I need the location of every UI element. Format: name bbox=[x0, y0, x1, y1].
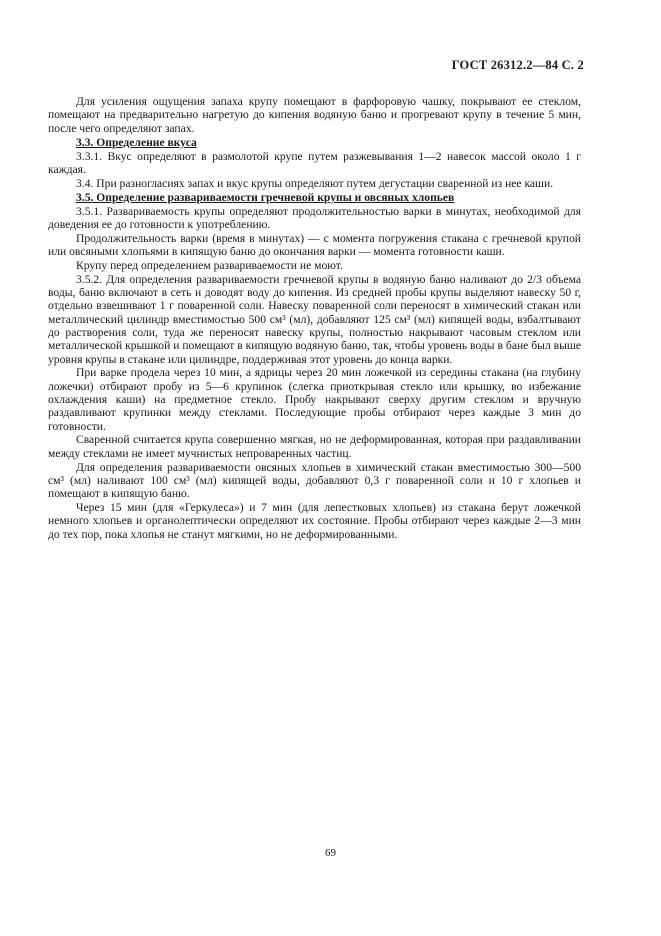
document-body bbox=[48, 95, 581, 541]
paragraph-sampling: При варке продела через 10 мин, а ядрицы через 20 мин ложечкой из середины стакана (на глубину ложечки) отбирают пробу из 5—6 крупинок (слегка приоткрывая стекло или крышку, во избежание охлаждения каши) на предметное стекло. Пробу накрывают сверху другим стеклом и вручную раздавливают крупинки между стеклами. Последующие пробы отбирают через каждые 3 мин до готовности. bbox=[48, 366, 581, 433]
heading-text: 3.3. Определение вкуса bbox=[76, 135, 197, 149]
paragraph-3-5-1: 3.5.1. Развариваемость крупы определяют продолжительностью варки в минутах, необходимой для доведения ее до готовности к употреблению. bbox=[48, 204, 581, 232]
paragraph-oat-timing: Через 15 мин (для «Геркулеса») и 7 мин (для лепестковых хлопьев) из стакана берут ложечкой немного хлопьев и органолептически определяют их состояние. Пробы отбирают через каждые 2—3 мин до тех пор, пока хлопья не станут мягкими, но не деформированными. bbox=[48, 500, 581, 541]
paragraph-cooking-duration: Продолжительность варки (время в минутах) — с момента погружения стакана с гречневой крупой или овсяными хлопьями в кипящую баню до окончания варки — момента готовности каши. bbox=[48, 231, 581, 259]
section-heading-cooking bbox=[48, 191, 581, 204]
paragraph-cooked-definition: Сваренной считается крупа совершенно мягкая, но не деформированная, которая при раздавливании между стеклами не имеет мучнистых непроваренных частиц. bbox=[48, 433, 581, 460]
document-header: ГОСТ 26312.2—84 С. 2 bbox=[451, 58, 584, 72]
paragraph-3-3-1: 3.3.1. Вкус определяют в размолотой крупе путем разжевывания 1—2 навесок массой около 1 г каждая. bbox=[48, 149, 581, 176]
section-heading-taste bbox=[48, 136, 581, 149]
paragraph-3-5-2: 3.5.2. Для определения развариваемости гречневой крупы в водяную баню наливают до 2/3 объема воды, баню включают в сеть и доводят воду до кипения. Из средней пробы крупы выделяют навеску 50 г, отдельно взвешивают 1 г поваренной соли. Навеску поваренной соли переносят в химический стакан или металлический цилиндр вместимостью 500 см³ (мл), добавляют 125 см³ (мл) кипящей воды, взбалтывают до растворения соли, туда же переносят навеску крупы, полностью накрывают часовым стеклом или металлической крышкой и помещают в кипящую водяную баню, так, чтобы уровень воды в бане был выше уровня крупы в стакане или цилиндре, поддерживая этот уровень до конца варки. bbox=[48, 272, 581, 366]
heading-text: 3.5. Определение развариваемости гречневой крупы и овсяных хлопьев bbox=[76, 191, 455, 205]
paragraph-oat-flakes: Для определения развариваемости овсяных хлопьев в химический стакан вместимостью 300—500 см³ (мл) наливают 100 см³ (мл) кипящей воды, добавляют 0,3 г поваренной соли и 10 г хлопьев и помещают в кипящую баню. bbox=[48, 460, 581, 501]
paragraph-odor-enhancement: Для усиления ощущения запаха крупу помещают в фарфоровую чашку, покрывают ее стеклом, помещают на предварительно нагретую до кипения водяную баню и прогревают крупу в течение 5 мин, после чего определяют запах. bbox=[48, 95, 581, 135]
paragraph-3-4: 3.4. При разногласиях запах и вкус крупы определяют путем дегустации сваренной из нее каши. bbox=[76, 176, 554, 190]
page-number: 69 bbox=[325, 847, 336, 859]
paragraph-no-wash: Крупу перед определением развариваемости не моют. bbox=[76, 259, 343, 273]
